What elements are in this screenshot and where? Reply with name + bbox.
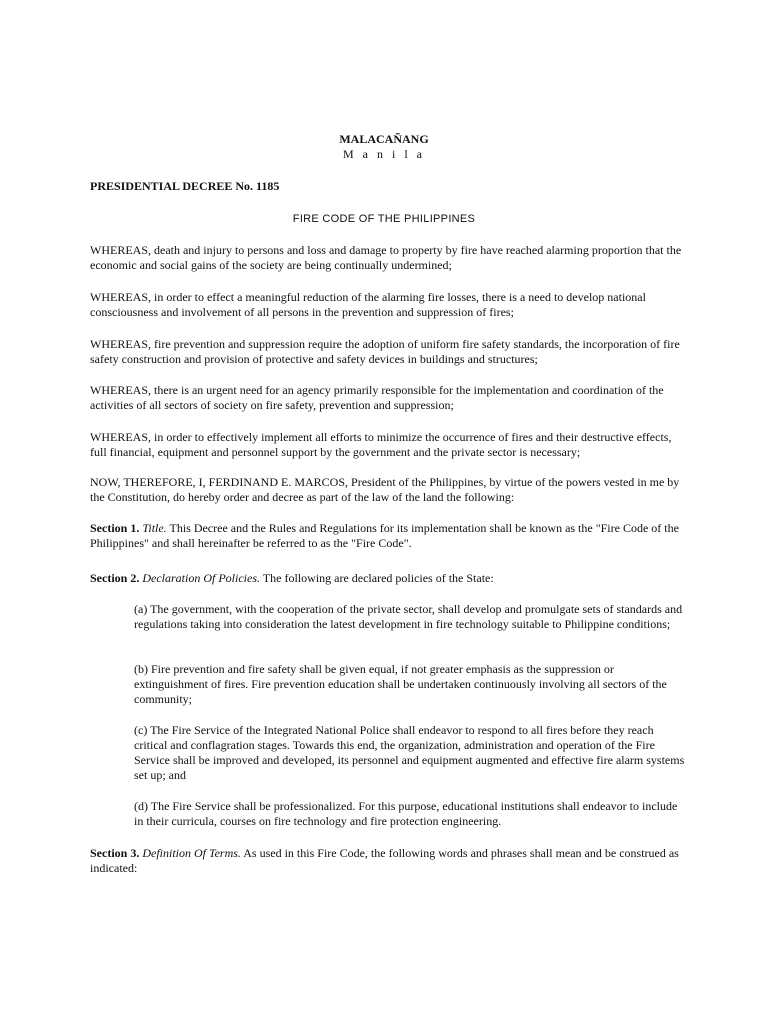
section-2-text: The following are declared policies of the State: — [262, 571, 494, 585]
policy-item-c: (c) The Fire Service of the Integrated National Police shall endeavor to respond to all fires before they reach critical and conflagration stages. Towards this end, the organization, administration and operation of the Fire Service shall be improved and developed, its personnel and equipment augmented and effective fire alarm systems set up; and — [134, 723, 685, 782]
section-3-heading: Definition Of Terms. — [142, 846, 241, 860]
policy-item-b: (b) Fire prevention and fire safety shall be given equal, if not greater emphasis as the suppression or extinguishment of fires. Fire prevention education shall be undertaken continuously involving all sectors of the community; — [134, 662, 667, 706]
section-1-heading: Title. — [142, 521, 167, 535]
document-title: FIRE CODE OF THE PHILIPPINES — [292, 213, 476, 225]
section-1-text: This Decree and the Rules and Regulations for its implementation shall be known as the "Fire Code of the Philippines" and shall hereinafter be referred to as the "Fire Code". — [90, 521, 679, 550]
section-1-label: Section 1. — [90, 521, 140, 535]
section-2-label: Section 2. — [90, 571, 140, 585]
section-2-heading: Declaration Of Policies. — [142, 571, 260, 585]
whereas-clause-1: WHEREAS, death and injury to persons and loss and damage to property by fire have reached alarming proportion that the economic and social gains of the society are being continually undermined; — [90, 243, 682, 272]
whereas-clause-2: WHEREAS, in order to effect a meaningful reduction of the alarming fire losses, there is a need to develop national consciousness and involvement of all persons in the prevention and suppression of fires; — [90, 290, 646, 319]
whereas-clause-4: WHEREAS, there is an urgent need for an agency primarily responsible for the implementation and coordination of the activities of all sectors of society on fire safety, prevention and suppression; — [90, 383, 664, 412]
now-therefore-clause: NOW, THEREFORE, I, FERDINAND E. MARCOS, President of the Philippines, by virtue of the powers vested in me by the Constitution, do hereby order and decree as part of the law of the land the following: — [90, 475, 680, 504]
policy-item-d: (d) The Fire Service shall be professionalized. For this purpose, educational institutions shall endeavor to include in their curricula, courses on fire technology and fire protection engineering. — [134, 799, 678, 828]
section-3 — [90, 846, 688, 876]
section-1 — [90, 521, 688, 551]
section-2 — [90, 571, 688, 586]
section-3-label: Section 3. — [90, 846, 140, 860]
decree-number: PRESIDENTIAL DECREE No. 1185 — [90, 179, 280, 193]
section-3-text: As used in this Fire Code, the following words and phrases shall mean and be construed as indicated: — [90, 846, 679, 875]
whereas-clause-3: WHEREAS, fire prevention and suppression require the adoption of uniform fire safety standards, the incorporation of fire safety construction and provision of protective and safety devices in buildings and structures; — [90, 337, 680, 366]
whereas-clause-5: WHEREAS, in order to effectively implement all efforts to minimize the occurrence of fires and their destructive effects, full financial, equipment and personnel support by the government and the private sector is necessary; — [90, 430, 672, 459]
palace-heading: MALACAÑANG — [339, 132, 429, 146]
policy-item-a: (a) The government, with the cooperation of the private sector, shall develop and promulgate sets of standards and regulations taking into consideration the latest development in fire technology suitable to Philippine conditions; — [134, 602, 683, 631]
city-subheading: M a n i l a — [343, 147, 425, 161]
